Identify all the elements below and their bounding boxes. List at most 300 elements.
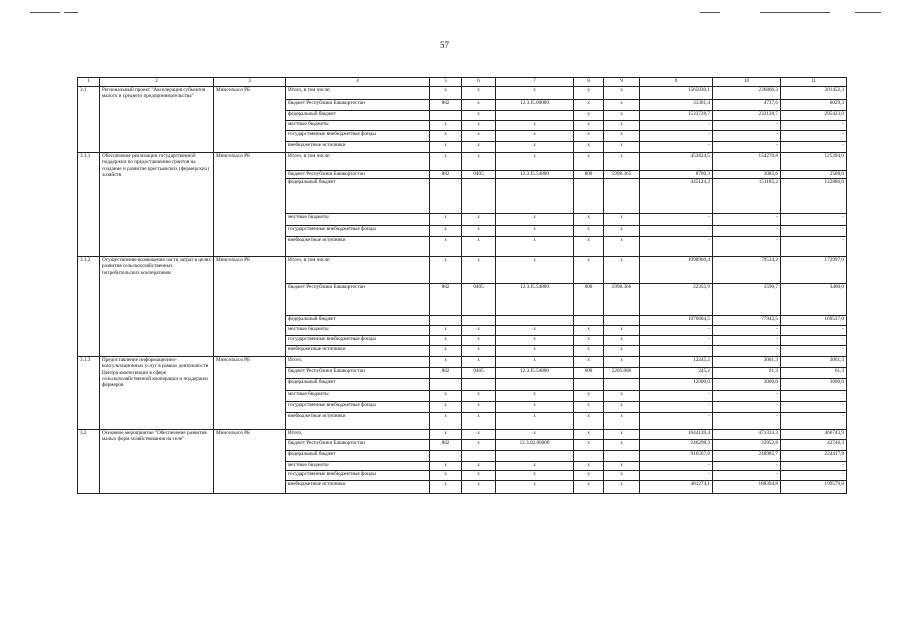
value-cell: 301452,3 [781,87,847,100]
value-cell: x [462,391,496,402]
value-cell: x [430,346,462,357]
value-cell: 453824,5 [640,153,713,171]
value-cell: - [713,462,781,471]
value-cell: x [430,153,462,171]
value-cell: x [430,357,462,368]
value-cell: - [713,226,781,237]
value-cell: 151185,2 [713,179,781,214]
value-cell: 12.3.I5.00000 [496,100,574,111]
value-cell: 224417,8 [781,451,847,462]
value-cell: - [781,336,847,346]
value-cell: 1098960,4 [640,257,713,284]
source-label: федеральный бюджет [286,179,430,214]
value-cell: x [462,226,496,237]
source-label: бюджет Республики Башкортостан [286,171,430,179]
value-cell: 481274,1 [640,481,713,494]
value-cell: - [640,131,713,142]
value-cell: 248985,7 [713,451,781,462]
header-cell: 1 [78,78,100,87]
value-cell: - [781,462,847,471]
value-cell: 6029,3 [781,100,847,111]
value-cell: x [462,142,496,153]
value-cell: x [430,462,462,471]
value-cell: 800 [574,171,604,179]
value-cell: x [430,413,462,430]
value-cell [496,179,574,214]
source-label: бюджет Республики Башкортостан [286,284,430,316]
value-cell: x [574,153,604,171]
value-cell: 12000,0 [640,379,713,391]
value-cell: - [713,131,781,142]
value-cell [430,179,462,214]
value-cell: - [640,471,713,481]
value-cell: x [496,346,574,357]
value-cell: 22355,9 [640,284,713,316]
value-cell: x [496,153,574,171]
value-cell: - [713,413,781,430]
value-cell: x [430,391,462,402]
value-cell: x [462,430,496,440]
value-cell: x [496,257,574,284]
value-cell: x [496,237,574,257]
value-cell: x [604,430,640,440]
value-cell: 61,3 [781,368,847,379]
value-cell: 3000,0 [713,379,781,391]
value-cell [604,316,640,326]
header-cell: 9 [640,78,713,87]
value-cell: 61,3 [713,368,781,379]
value-cell: x [462,214,496,226]
value-cell: - [713,346,781,357]
value-cell: x [574,142,604,153]
value-cell: - [713,326,781,336]
value-cell: x [574,237,604,257]
source-label: государственные внебюджетные фонды [286,402,430,413]
value-cell: 12.3.02.00000 [496,440,574,451]
source-label: федеральный бюджет [286,316,430,326]
section-executor: Минсельхоз РБ [214,153,286,257]
value-cell: - [640,214,713,226]
value-cell [462,451,496,462]
value-cell: x [604,481,640,494]
header-cell: 10 [713,78,781,87]
value-cell: - [781,402,847,413]
value-cell: x [604,402,640,413]
value-cell [574,451,604,462]
value-cell: 0405 [462,171,496,179]
section-name: Предоставление информационно-консультационных услуг в рамках деятельности Центра компетенции в сфере сельскохозяйственной кооперации и поддержки фермеров [100,357,214,430]
value-cell: 800 [574,284,604,316]
value-cell: x [604,471,640,481]
value-cell: x [496,121,574,131]
value-cell: x [604,153,640,171]
value-cell: x [574,111,604,121]
source-label: государственные внебюджетные фонды [286,226,430,237]
value-cell: 169537,0 [781,316,847,326]
source-label: местные бюджеты [286,121,430,131]
value-cell: - [781,131,847,142]
header-cell: 8 [574,78,604,87]
value-cell: 882 [430,100,462,111]
value-cell: x [430,430,462,440]
source-label: местные бюджеты [286,462,430,471]
source-label: внебюджетные источники [286,142,430,153]
value-cell: 916567,0 [640,451,713,462]
value-cell: x [430,121,462,131]
value-cell: 33952,8 [713,440,781,451]
section-name: Обеспечение реализации государственной поддержки по предоставлению грантов на создание и развитие крестьянских (фермерских) хозяйств [100,153,214,257]
header-cell: 11 [781,78,847,87]
value-cell: 1565030,1 [640,87,713,100]
value-cell: x [462,153,496,171]
section-name: Региональный проект "Акселерация субъектов малого и среднего предпринимательства" [100,87,214,153]
value-cell: x [496,357,574,368]
value-cell: x [430,142,462,153]
value-cell: 232128,7 [713,111,781,121]
value-cell [496,379,574,391]
value-cell [462,379,496,391]
value-cell: 0405 [462,284,496,316]
value-cell: x [604,346,640,357]
value-cell: 882 [430,440,462,451]
value-cell: 2508,0 [781,171,847,179]
source-label: местные бюджеты [286,391,430,402]
value-cell: x [604,440,640,451]
value-cell: x [430,237,462,257]
value-cell: x [496,413,574,430]
value-cell: x [462,413,496,430]
value-cell: x [430,471,462,481]
value-cell: x [574,471,604,481]
source-label: федеральный бюджет [286,379,430,391]
value-cell: 122886,0 [781,179,847,214]
header-cell: 6 [462,78,496,87]
value-cell: - [781,121,847,131]
value-cell: 12.3.I5.54800 [496,368,574,379]
value-cell [574,316,604,326]
value-cell: 3000,0 [781,379,847,391]
value-cell [604,451,640,462]
value-cell: x [604,357,640,368]
value-cell: 42746,3 [781,440,847,451]
value-cell: x [496,131,574,142]
value-cell: x [574,430,604,440]
value-cell: - [713,402,781,413]
value-cell: x [574,462,604,471]
value-cell: x [430,87,462,100]
section-number: 3.1.1 [78,153,100,257]
value-cell: x [574,214,604,226]
value-cell: x [496,462,574,471]
value-cell: 172997,0 [781,257,847,284]
source-label: государственные внебюджетные фонды [286,131,430,142]
value-cell: x [430,214,462,226]
value-cell: x [574,131,604,142]
value-cell: 3061,3 [781,357,847,368]
value-cell: x [430,402,462,413]
value-cell: 12.3.I5.54800 [496,171,574,179]
value-cell: x [462,121,496,131]
value-cell: x [462,237,496,257]
source-label: бюджет Республики Башкортостан [286,440,430,451]
section-executor: Минсельхоз РБ [214,87,286,153]
value-cell: x [462,100,496,111]
value-cell: 3460,0 [781,284,847,316]
value-cell: x [430,326,462,336]
value-cell: x [574,391,604,402]
value-cell: x [574,226,604,237]
header-cell: 7 [496,78,574,87]
value-cell: - [640,346,713,357]
value-cell: x [430,336,462,346]
value-cell: x [462,471,496,481]
value-cell: x [462,402,496,413]
value-cell: - [640,462,713,471]
source-label: государственные внебюджетные фонды [286,336,430,346]
value-cell: x [496,142,574,153]
value-cell: x [462,357,496,368]
value-cell: - [713,142,781,153]
value-cell: - [781,214,847,226]
source-label: местные бюджеты [286,326,430,336]
value-cell: 188394,8 [713,481,781,494]
value-cell: x [574,257,604,284]
value-cell: x [430,481,462,494]
value-cell: - [713,471,781,481]
value-cell: x [604,100,640,111]
scan-marks [0,12,905,18]
value-cell: x [496,471,574,481]
header-cell: 2 [100,78,214,87]
value-cell: x [604,87,640,100]
source-label: бюджет Республики Башкортостан [286,368,430,379]
value-cell: 8700,3 [640,171,713,179]
section-number: 3.1 [78,87,100,153]
value-cell: 199579,8 [781,481,847,494]
value-cell: - [781,142,847,153]
value-cell: 600 [574,368,604,379]
table-row [78,257,847,284]
value-cell: x [462,462,496,471]
value-cell: x [574,326,604,336]
source-label: внебюджетные источники [286,237,430,257]
value-cell: x [496,214,574,226]
value-cell: 1076604,5 [640,316,713,326]
table-row [78,153,847,171]
value-cell: - [781,237,847,257]
value-cell: x [496,391,574,402]
value-cell: x [574,346,604,357]
value-cell: x [496,226,574,237]
value-cell [604,179,640,214]
value-cell: x [604,413,640,430]
value-cell: 295423,0 [781,111,847,121]
page-number: 57 [440,40,449,50]
value-cell: x [604,111,640,121]
value-cell: 471333,3 [713,430,781,440]
value-cell: 12245,2 [640,357,713,368]
value-cell: x [604,462,640,471]
value-cell: 12.3.I5.54800 [496,284,574,316]
value-cell: 236866,3 [713,87,781,100]
value-cell: x [574,87,604,100]
source-label: Итого, в том числе: [286,257,430,284]
value-cell: - [713,336,781,346]
value-cell: x [462,481,496,494]
value-cell [462,179,496,214]
value-cell: x [604,391,640,402]
table-row [78,357,847,368]
value-cell [496,316,574,326]
section-number: 3.1.2 [78,257,100,357]
header-row [78,78,847,87]
value-cell: x [574,357,604,368]
value-cell: x [574,100,604,111]
value-cell: 5998.366 [604,284,640,316]
value-cell: - [781,346,847,357]
value-cell: - [713,214,781,226]
section-executor: Минсельхоз РБ [214,257,286,357]
value-cell: x [496,336,574,346]
value-cell: 79534,2 [713,257,781,284]
value-cell [430,316,462,326]
source-label: государственные внебюджетные фонды [286,471,430,481]
value-cell: x [462,87,496,100]
value-cell: x [462,111,496,121]
value-cell: x [574,336,604,346]
value-cell: 1590,7 [713,284,781,316]
value-cell: x [604,326,640,336]
value-cell: x [430,131,462,142]
value-cell: x [430,257,462,284]
value-cell: 466743,9 [781,430,847,440]
section-executor: Минсельхоз РБ [214,430,286,494]
value-cell: - [781,471,847,481]
value-cell: - [640,413,713,430]
header-cell: 3 [214,78,286,87]
value-cell: x [462,346,496,357]
value-cell [496,451,574,462]
section-name: Осуществление возмещения части затрат в целях развития сельскохозяйственных потребительских кооперативов [100,257,214,357]
value-cell [430,451,462,462]
source-label: Итого, [286,357,430,368]
header-cell: 4 [286,78,430,87]
value-cell: 31301,4 [640,100,713,111]
value-cell: 245,2 [640,368,713,379]
value-cell: 1533728,7 [640,111,713,121]
value-cell: 882 [430,284,462,316]
source-label: бюджет Республики Башкортостан [286,100,430,111]
value-cell: 2205.000 [604,368,640,379]
value-cell: - [713,391,781,402]
value-cell: 0405 [462,368,496,379]
value-cell: 3085,6 [713,171,781,179]
value-cell: x [574,481,604,494]
value-cell: x [462,336,496,346]
value-cell: x [496,481,574,494]
source-label: внебюджетные источники [286,346,430,357]
section-executor: Минсельхоз РБ [214,357,286,430]
section-number: 3.1.3 [78,357,100,430]
value-cell: x [462,131,496,142]
value-cell: - [640,391,713,402]
value-cell: - [640,237,713,257]
value-cell: - [640,226,713,237]
value-cell: - [640,142,713,153]
value-cell: x [604,142,640,153]
value-cell: x [462,440,496,451]
source-label: федеральный бюджет [286,451,430,462]
value-cell: 125394,0 [781,153,847,171]
section-name: Основное мероприятие "Обеспечение развития малых форм хозяйствования на селе" [100,430,214,494]
value-cell: x [496,430,574,440]
value-cell: x [574,121,604,131]
value-cell: x [496,87,574,100]
value-cell: - [640,121,713,131]
value-cell: x [604,237,640,257]
source-label: федеральный бюджет [286,111,430,121]
value-cell: - [640,402,713,413]
section-number: 3.2 [78,430,100,494]
value-cell: 445124,2 [640,179,713,214]
value-cell: 246298,3 [640,440,713,451]
value-cell: 5998.365 [604,171,640,179]
value-cell: 1644139,4 [640,430,713,440]
value-cell: x [430,226,462,237]
source-label: местные бюджеты [286,214,430,226]
value-cell [604,379,640,391]
source-label: внебюджетные источники [286,481,430,494]
value-cell: x [574,440,604,451]
table-row [78,430,847,440]
value-cell: 882 [430,171,462,179]
source-label: Итого, в том числе: [286,153,430,171]
value-cell: - [781,326,847,336]
value-cell: x [462,326,496,336]
value-cell [462,316,496,326]
header-cell: 9 [604,78,640,87]
source-label: Итого, [286,430,430,440]
value-cell: x [574,402,604,413]
value-cell: x [604,226,640,237]
value-cell: 77943,5 [713,316,781,326]
value-cell: x [462,257,496,284]
value-cell: x [604,257,640,284]
value-cell: x [574,413,604,430]
value-cell: x [604,131,640,142]
header-cell: 5 [430,78,462,87]
value-cell: 3061,3 [713,357,781,368]
value-cell: - [713,121,781,131]
value-cell: - [781,391,847,402]
value-cell: 4737,6 [713,100,781,111]
value-cell: - [781,413,847,430]
value-cell [574,179,604,214]
budget-table [77,77,847,494]
value-cell: x [604,336,640,346]
table-row [78,87,847,100]
source-label: Итого, в том числе: [286,87,430,100]
source-label: внебюджетные источники [286,413,430,430]
value-cell [574,379,604,391]
value-cell: x [496,326,574,336]
value-cell: x [496,402,574,413]
value-cell [430,379,462,391]
value-cell: x [604,214,640,226]
value-cell: - [781,226,847,237]
value-cell: 882 [430,368,462,379]
value-cell: 154270,8 [713,153,781,171]
